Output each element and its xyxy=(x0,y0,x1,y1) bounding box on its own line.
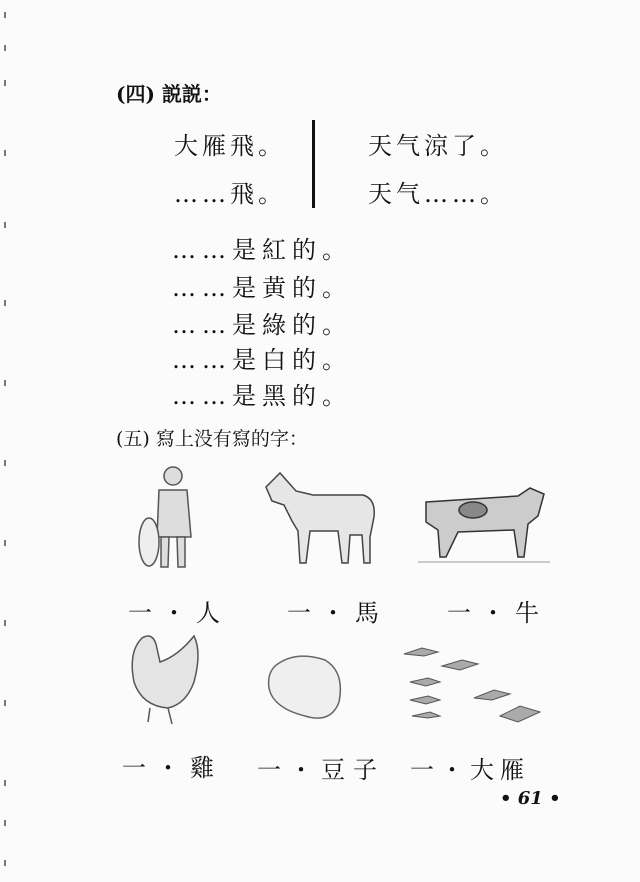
color-sentence-black: ……是黑的。 xyxy=(172,382,352,410)
label-geese: 一・大雁 xyxy=(410,756,530,784)
bean-illustration xyxy=(265,652,347,724)
section-5-heading: (五) 寫上没有寫的字： xyxy=(116,428,308,450)
label-horse: 一・馬 xyxy=(287,599,389,627)
geese-illustration xyxy=(400,638,545,738)
color-sentence-green: ……是綠的。 xyxy=(172,311,352,339)
sentence-right-2: 天气……。 xyxy=(368,180,508,208)
color-sentence-yellow: ……是黄的。 xyxy=(172,274,352,302)
horse-illustration xyxy=(258,465,383,570)
section-4-heading: (四) 説説： xyxy=(116,82,222,106)
color-sentence-white: ……是白的。 xyxy=(172,346,352,374)
label-chicken: 一・雞 xyxy=(122,754,224,782)
column-divider xyxy=(312,120,315,208)
label-cow: 一・牛 xyxy=(447,599,549,627)
cow-illustration xyxy=(418,482,550,572)
person-illustration xyxy=(135,462,215,572)
sentence-left-2: ……飛。 xyxy=(174,180,286,208)
page-number: • 61 • xyxy=(500,788,561,809)
chicken-illustration xyxy=(128,632,206,728)
label-bean: 一・豆子 xyxy=(257,756,385,784)
label-person: 一・人 xyxy=(128,599,230,627)
color-sentence-red: ……是紅的。 xyxy=(172,236,352,264)
sentence-left-1: 大雁飛。 xyxy=(174,132,286,160)
sentence-right-1: 天气涼了。 xyxy=(368,132,508,160)
